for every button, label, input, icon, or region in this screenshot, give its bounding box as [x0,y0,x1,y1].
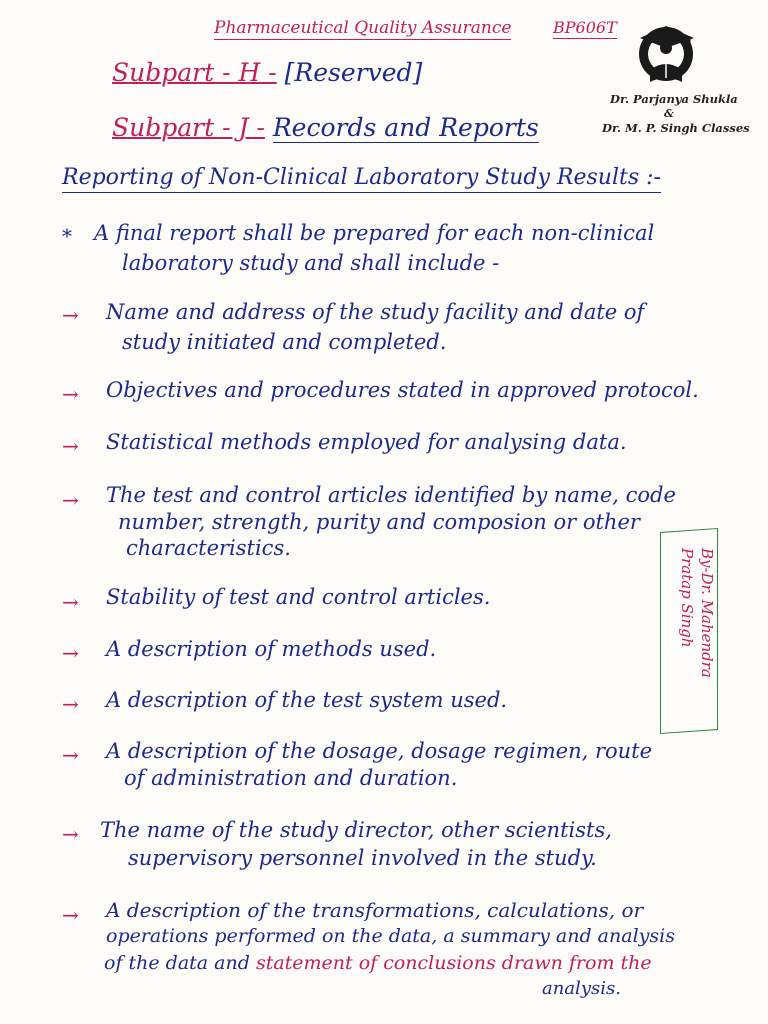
item-9-line-1: The name of the study director, other scientists, [100,818,612,842]
subpart-j-heading [112,113,539,142]
arrow-icon: → [62,434,79,458]
item-8-line-1: A description of the dosage, dosage regimen, route [106,739,653,763]
star-bullet: * [62,224,72,248]
arrow-icon: → [62,903,79,927]
arrow-icon: → [62,822,79,846]
item-1-line-1: Name and address of the study facility and date of [106,300,645,324]
intro-line-2: laboratory study and shall include - [122,251,500,275]
arrow-icon: → [62,692,79,716]
item-1-line-2: study initiated and completed. [122,330,447,354]
item-6-line-1: A description of methods used. [106,637,437,661]
author-stamp-line-1: By-Dr. Mahendra [698,548,716,678]
subpart-h-value: [Reserved] [284,58,423,87]
item-10-line-1: A description of the transformations, calculations, or [106,898,644,922]
item-10-line-2: operations performed on the data, a summary and analysis [106,925,675,947]
item-10-line-3-blue: of the data and [104,952,250,974]
item-4-line-2: number, strength, purity and composion or other [118,510,640,534]
arrow-icon: → [62,382,79,406]
arrow-icon: → [62,303,79,327]
arrow-icon: → [62,641,79,665]
section-heading: Reporting of Non-Clinical Laboratory Study Results :- [62,165,661,193]
arrow-icon: → [62,590,79,614]
item-9-line-2: supervisory personnel involved in the study. [128,846,597,870]
arrow-icon: → [62,488,79,512]
item-10-line-4: analysis. [542,978,621,999]
item-7-line-1: A description of the test system used. [106,688,508,712]
item-3-line-1: Statistical methods employed for analysing data. [106,430,627,454]
item-10-line-3 [104,952,652,974]
credit-line-1: Dr. Parjanya Shukla [610,92,738,106]
subpart-h-label: Subpart - H - [112,58,277,87]
author-stamp-line-2: Pratap Singh [678,548,696,648]
subpart-j-value: Records and Reports [272,113,539,142]
subpart-h-heading [112,58,422,87]
arrow-icon: → [62,743,79,767]
course-code: BP606T [553,18,617,37]
intro-line-1: A final report shall be prepared for each non-clinical [94,221,655,245]
credit-line-2: Dr. M. P. Singh Classes [602,121,750,135]
item-5-line-1: Stability of test and control articles. [106,585,491,609]
author-stamp [667,548,717,678]
credit-ampersand: & [664,107,674,120]
subpart-j-label: Subpart - J - [112,113,265,142]
item-2-line-1: Objectives and procedures stated in approved protocol. [106,378,699,402]
graduation-cap-person-book-logo [636,14,714,94]
item-4-line-1: The test and control articles identified by name, code [106,483,676,507]
item-8-line-2: of administration and duration. [124,766,458,790]
item-4-line-3: characteristics. [126,536,291,560]
course-title: Pharmaceutical Quality Assurance [214,18,512,38]
item-10-line-3-pink: statement of conclusions drawn from the [255,952,652,974]
